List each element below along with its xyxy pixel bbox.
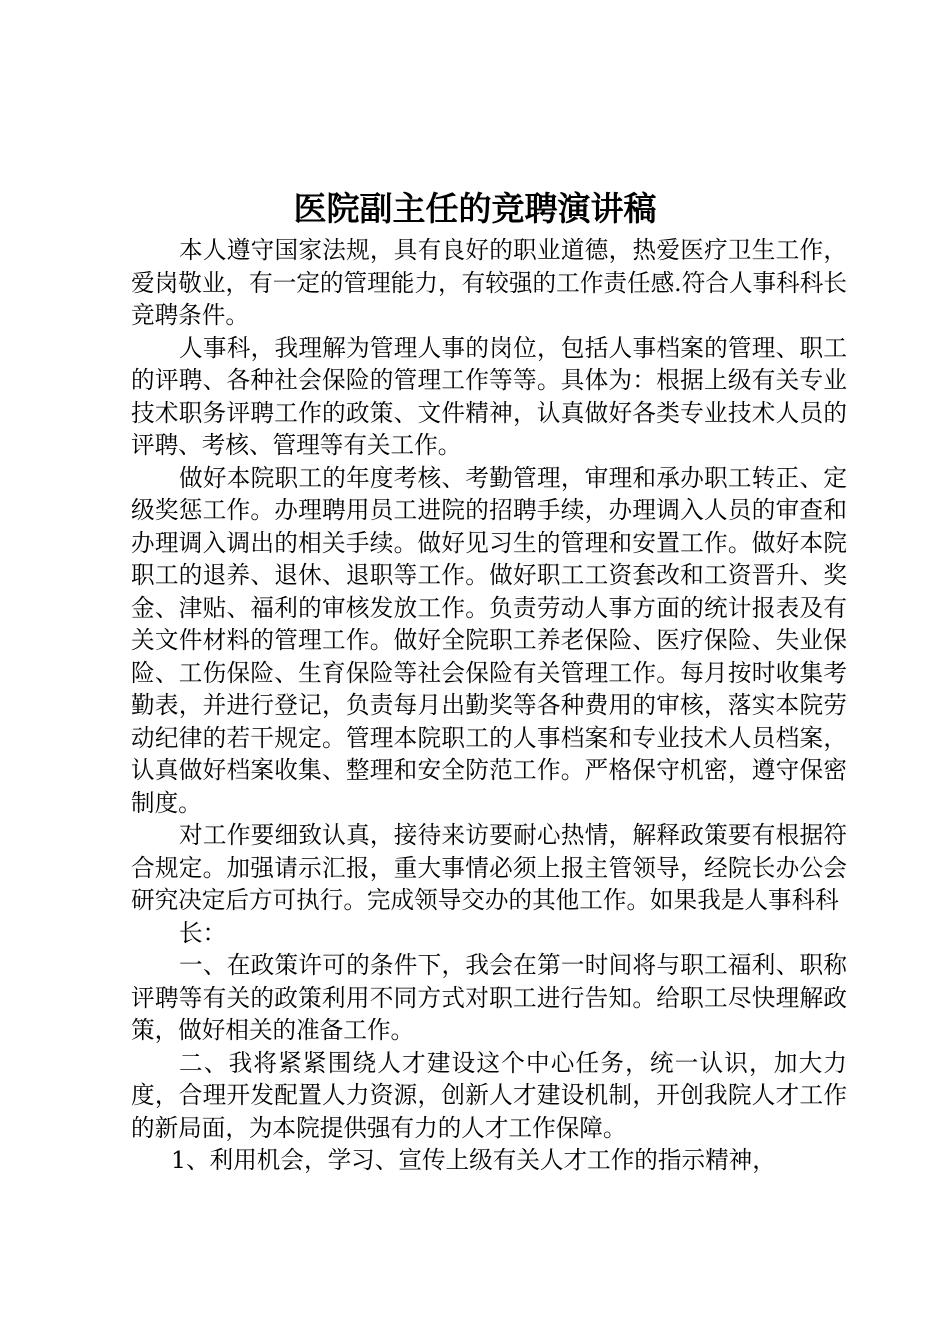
document-body [131, 234, 847, 1177]
paragraph-fragment: 长： [179, 918, 227, 947]
paragraph-plan-one: 一、在政策许可的条件下，我会在第一时间将与职工福利、职称评聘等有关的政策利用不同方式对职工进行告知。给职工尽快理解政策，做好相关的准备工作。 [131, 951, 847, 1044]
paragraph-duties: 做好本院职工的年度考核、考勤管理，审理和承办职工转正、定级奖惩工作。办理聘用员工进院的招聘手续，办理调入人员的审查和办理调入调出的相关手续。做好见习生的管理和安置工作。做好本院职工的退养、退休、退职等工作。做好职工工资套改和工资晋升、奖金、津贴、福利的审核发放工作。负责劳动人事方面的统计报表及有关文件材料的管理工作。做好全院职工养老保险、医疗保险、失业保险、工伤保险、生育保险等社会保险有关管理工作。每月按时收集考勤表，并进行登记，负责每月出勤奖等各种费用的审核，落实本院劳动纪律的若干规定。管理本院职工的人事档案和专业技术人员档案，认真做好档案收集、整理和安全防范工作。严格保守机密，遵守保密制度。 [131, 463, 847, 817]
paragraph-plan-two: 二、我将紧紧围绕人才建设这个中心任务，统一认识，加大力度，合理开发配置人力资源，创新人才建设机制，开创我院人才工作的新局面，为本院提供强有力的人才工作保障。 [131, 1048, 847, 1142]
paragraph-work-attitude: 对工作要细致认真，接待来访要耐心热情，解释政策要有根据符合规定。加强请示汇报，重大事情必须上报主管领导，经院长办公会研究决定后方可执行。完成领导交办的其他工作。如果我是人事科科 [131, 821, 847, 914]
paragraph-role-understanding: 人事科，我理解为管理人事的岗位，包括人事档案的管理、职工的评聘、各种社会保险的管理工作等等。具体为：根据上级有关专业技术职务评聘工作的政策、文件精神，认真做好各类专业技术人员的评聘、考核、管理等有关工作。 [131, 333, 847, 459]
document-title: 医院副主任的竞聘演讲稿 [293, 189, 657, 228]
paragraph-plan-two-item-one: 1、利用机会，学习、宣传上级有关人才工作的指示精神， [171, 1146, 776, 1174]
paragraph-qualifications: 本人遵守国家法规，具有良好的职业道德，热爱医疗卫生工作，爱岗敬业，有一定的管理能力，有较强的工作责任感.符合人事科科长竞聘条件。 [131, 236, 847, 329]
